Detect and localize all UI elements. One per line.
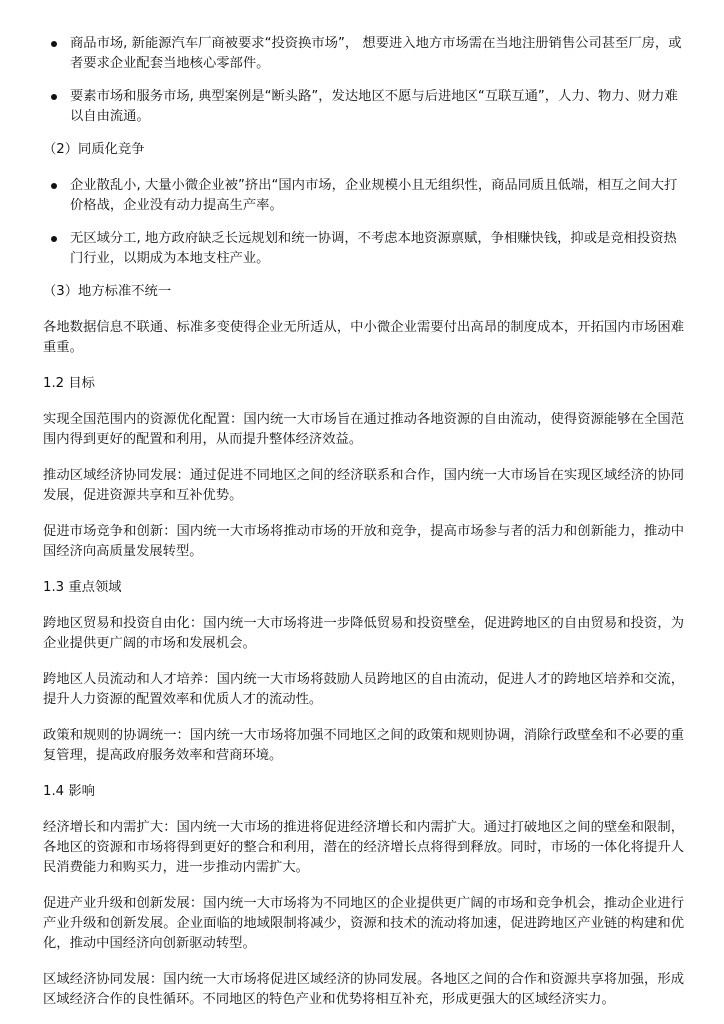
subsection-label: （3）地方标准不统一 [43,284,172,299]
section-heading: 1.3 重点领域 [43,580,122,595]
list-item: 企业散乱小, 大量小微企业被”挤出“国内市场，企业规模小且无组织性，商品同质且低端，相互之间大打价格战，企业没有动力提高生产率。 [43,176,684,216]
list-item: 无区域分工, 地方政府缺乏长远规划和统一协调，不考虑本地资源禀赋，争相赚快钱，抑或是竞相投资热门行业，以期成为本地支柱产业。 [43,229,684,269]
paragraph: 政策和规则的协调统一：国内统一大市场将加强不同地区之间的政策和规则协调，消除行政壁垒和不必要的重复管理，提高政府服务效率和营商环境。 [43,728,684,763]
paragraph: 跨地区人员流动和人才培养：国内统一大市场将鼓励人员跨地区的自由流动，促进人才的跨地区培养和交流，提升人力资源的配置效率和优质人才的流动性。 [43,672,684,707]
paragraph: 实现全国范围内的资源优化配置：国内统一大市场旨在通过推动各地资源的自由流动，使得资源能够在全国范围内得到更好的配置和利用，从而提升整体经济效益。 [43,412,684,447]
section-heading: 1.2 目标 [43,376,95,391]
bullet-list [43,34,684,127]
paragraph: 区域经济协同发展：国内统一大市场将促进区域经济的协同发展。各地区之间的合作和资源共享将加强，形成区域经济合作的良性循环。不同地区的特色产业和优势将相互补充，形成更强大的区域经济实力。 [43,972,684,1007]
list-item: 要素市场和服务市场, 典型案例是“断头路”，发达地区不愿与后进地区“互联互通”，人力、物力、财力难以自由流通。 [43,87,684,127]
section-heading: 1.4 影响 [43,784,95,799]
paragraph: 促进产业升级和创新发展：国内统一大市场将为不同地区的企业提供更广阔的市场和竞争机会，推动企业进行产业升级和创新发展。企业面临的地域限制将减少，资源和技术的流动将加速，促进跨地区产业链的构建和优化，推动中国经济向创新驱动转型。 [43,896,684,951]
paragraph: 各地数据信息不联通、标准多变使得企业无所适从，中小微企业需要付出高昂的制度成本，开拓国内市场困难重重。 [43,320,684,355]
paragraph: 经济增长和内需扩大：国内统一大市场的推进将促进经济增长和内需扩大。通过打破地区之间的壁垒和限制，各地区的资源和市场将得到更好的整合和利用，潜在的经济增长点将得到释放。同时，市场的一体化将提升人民消费能力和购买力，进一步推动内需扩大。 [43,820,684,875]
paragraph: 促进市场竞争和创新：国内统一大市场将推动市场的开放和竞争，提高市场参与者的活力和创新能力，推动中国经济向高质量发展转型。 [43,524,684,559]
paragraph: 推动区域经济协同发展：通过促进不同地区之间的经济联系和合作，国内统一大市场旨在实现区域经济的协同发展，促进资源共享和互补优势。 [43,468,684,503]
subsection-label: （2）同质化竞争 [43,142,145,157]
bullet-list [43,176,684,269]
paragraph: 跨地区贸易和投资自由化：国内统一大市场将进一步降低贸易和投资壁垒，促进跨地区的自由贸易和投资，为企业提供更广阔的市场和发展机会。 [43,616,684,651]
list-item: 商品市场, 新能源汽车厂商被要求“投资换市场”， 想要进入地方市场需在当地注册销售公司甚至厂房，或者要求企业配套当地核心零部件。 [43,34,684,74]
